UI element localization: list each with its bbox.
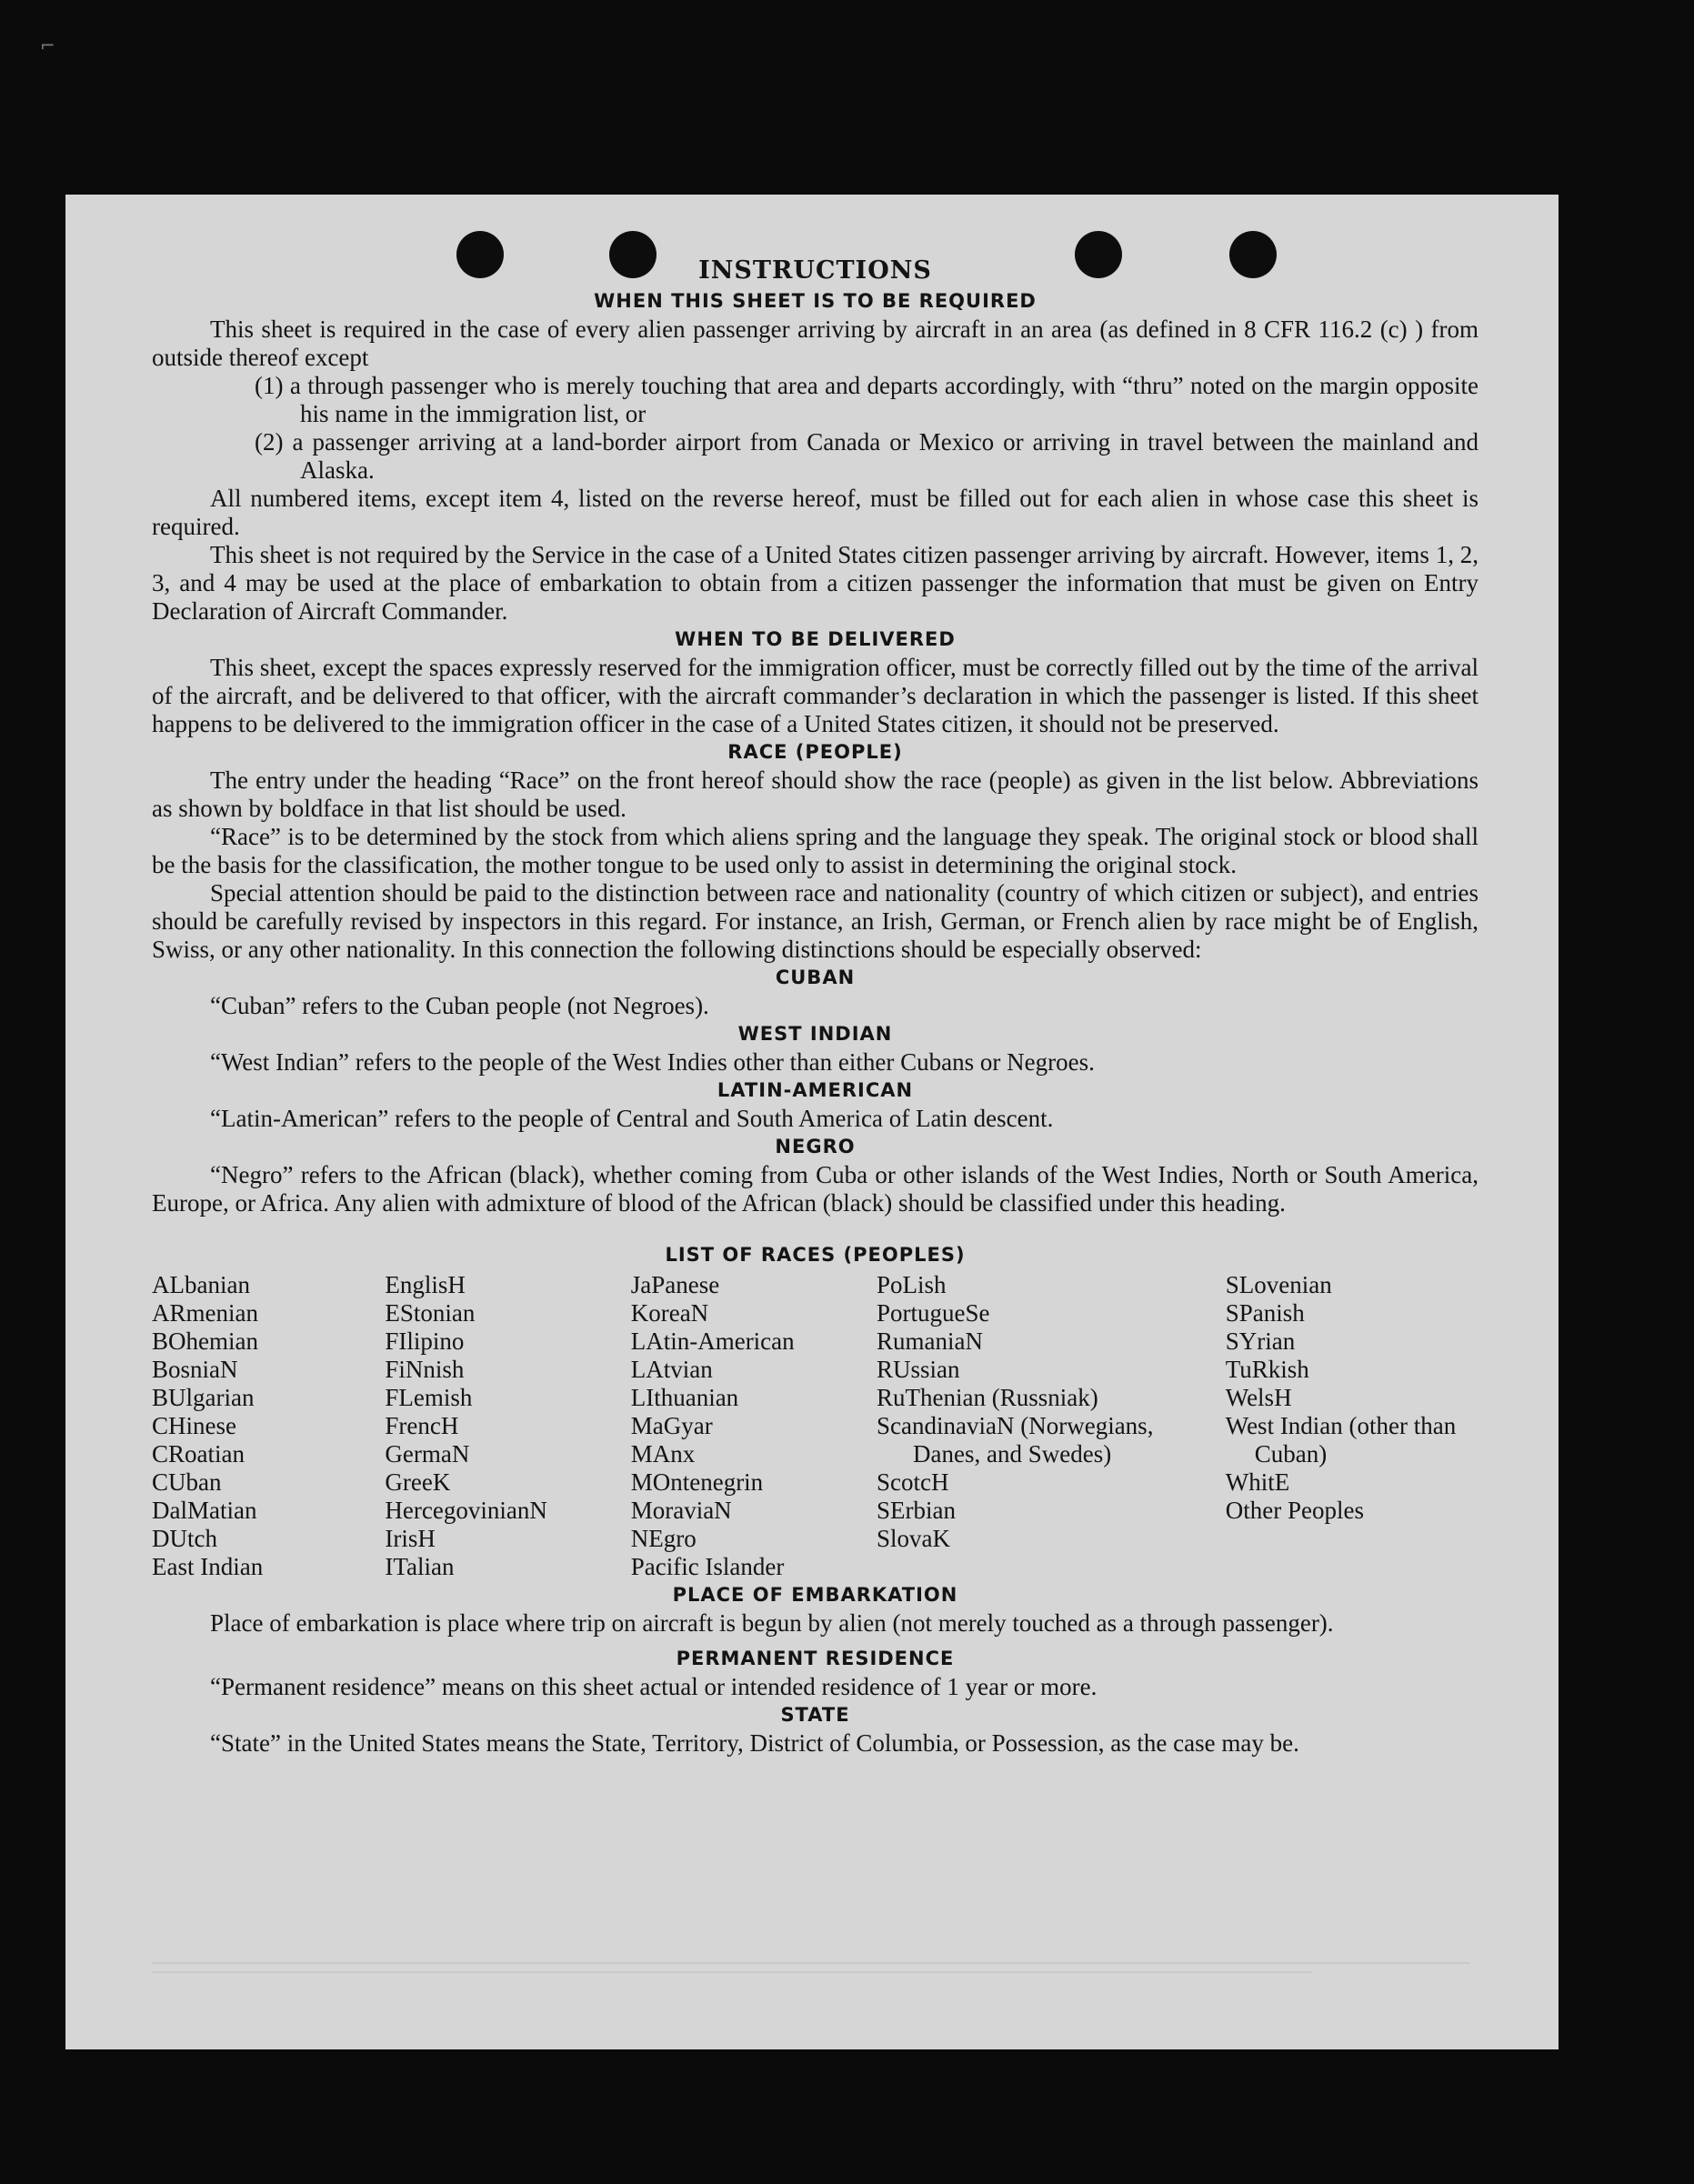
race-item: WelsH (1225, 1384, 1292, 1411)
race-item: SPanish (1225, 1299, 1305, 1327)
race-item: CUban (152, 1468, 222, 1496)
paragraph: This sheet, except the spaces expressly reserved for the immigration officer, must be correctly filled out by the time of the arrival of the aircraft, and be delivered to that officer, with the aircraft commander’s declaration in which the passenger is listed. If this sheet happens to be delivered to the immigration officer in the case of a United States citizen, it should not be preserved. (152, 654, 1478, 737)
races-list (152, 1271, 1478, 1581)
race-item: Other Peoples (1225, 1497, 1364, 1524)
race-item: JaPanese (630, 1271, 720, 1298)
race-item: ScandinaviaN (Norwegians, Danes, and Swedes) (877, 1412, 1154, 1468)
section-heading: PERMANENT RESIDENCE (676, 1648, 955, 1669)
section-heading: WHEN TO BE DELIVERED (675, 628, 956, 650)
races-column (152, 1271, 385, 1581)
race-item: SErbian (877, 1497, 957, 1524)
race-item: TuRkish (1225, 1356, 1309, 1383)
races-column (385, 1271, 630, 1581)
race-item: ALbanian (152, 1271, 250, 1298)
races-column (631, 1271, 877, 1581)
paragraph: “State” in the United States means the State, Territory, District of Columbia, or Possession, as the case may be. (210, 1729, 1299, 1757)
race-item: LAtin-American (630, 1327, 795, 1355)
race-item: MAnx (630, 1440, 696, 1468)
faded-footer (152, 1962, 1470, 1989)
race-item: MOntenegrin (630, 1468, 764, 1496)
race-item: HercegovinianN (385, 1497, 547, 1524)
race-item: BosniaN (152, 1356, 238, 1383)
race-item: PoLish (877, 1271, 947, 1298)
paragraph: This sheet is required in the case of every alien passenger arriving by aircraft in an area (as defined in 8 CFR 116.2 (c) ) from outside thereof except (152, 316, 1478, 371)
race-item: FLemish (385, 1384, 473, 1411)
race-item: DalMatian (152, 1497, 257, 1524)
race-item: ScotcH (877, 1468, 949, 1496)
race-item: EStonian (385, 1299, 476, 1327)
race-item: MoraviaN (630, 1497, 732, 1524)
punch-hole-icon (456, 231, 504, 278)
race-item: SYrian (1225, 1327, 1296, 1355)
race-item: East Indian (152, 1553, 264, 1580)
race-item: FrencH (385, 1412, 459, 1439)
paragraph: “Cuban” refers to the Cuban people (not Negroes). (210, 992, 709, 1019)
punch-hole-icon (609, 231, 657, 278)
race-item: PortugueSe (877, 1299, 990, 1327)
race-item: SlovaK (877, 1525, 951, 1552)
corner-mark: ⌐ (40, 35, 55, 56)
race-item: ARmenian (152, 1299, 258, 1327)
paragraph: Place of embarkation is place where trip on aircraft is begun by alien (not merely touched as a through passenger). (210, 1609, 1334, 1637)
race-item: CHinese (152, 1412, 236, 1439)
race-item: RuThenian (Russniak) (877, 1384, 1098, 1411)
paragraph: All numbered items, except item 4, listed on the reverse hereof, must be filled out for each alien in whose case this sheet is required. (152, 485, 1478, 540)
race-item: NEgro (630, 1525, 697, 1552)
race-item: CRoatian (152, 1440, 245, 1468)
race-item: RumaniaN (877, 1327, 984, 1355)
race-item: BUlgarian (152, 1384, 255, 1411)
paragraph: This sheet is not required by the Service in the case of a United States citizen passenger arriving by aircraft. However, items 1, 2, 3, and 4 may be used at the place of embarkation to obtain from a citizen passenger the information that must be given on Entry Declaration of Aircraft Commander. (152, 541, 1478, 625)
race-item: FiNnish (385, 1356, 465, 1383)
section-heading: STATE (780, 1704, 850, 1726)
section-heading: LATIN-AMERICAN (717, 1079, 914, 1101)
list-item: (2) a passenger arriving at a land-border airport from Canada or Mexico or arriving in travel between the mainland and Alaska. (255, 428, 1478, 484)
race-item: BOhemian (152, 1327, 258, 1355)
paragraph: “Negro” refers to the African (black), whether coming from Cuba or other islands of the West Indies, North or South America, Europe, or Africa. Any alien with admixture of blood of the African (black) should be classified under this heading. (152, 1161, 1478, 1217)
section-heading: LIST OF RACES (PEOPLES) (665, 1244, 966, 1266)
section-heading: RACE (PEOPLE) (727, 741, 903, 763)
race-item: GermaN (385, 1440, 470, 1468)
race-item: West Indian (other than Cuban) (1225, 1412, 1457, 1468)
section-heading: WEST INDIAN (737, 1023, 893, 1045)
race-item: LIthuanian (630, 1384, 739, 1411)
section-heading: PLACE OF EMBARKATION (672, 1584, 958, 1606)
paragraph: “Permanent residence” means on this sheet actual or intended residence of 1 year or more. (210, 1673, 1098, 1700)
race-item: IrisH (385, 1525, 436, 1552)
section-heading: WHEN THIS SHEET IS TO BE REQUIRED (594, 290, 1037, 312)
race-item: KoreaN (630, 1299, 709, 1327)
race-item: DUtch (152, 1525, 217, 1552)
race-item: SLovenian (1225, 1271, 1332, 1298)
race-item: WhitE (1225, 1468, 1290, 1496)
race-item: MaGyar (630, 1412, 713, 1439)
races-column (1226, 1271, 1478, 1581)
page-title: INSTRUCTIONS (698, 256, 932, 285)
race-item: LAtvian (630, 1356, 713, 1383)
section-heading: CUBAN (775, 967, 856, 988)
race-item: FIlipino (385, 1327, 465, 1355)
punch-hole-icon (1229, 231, 1277, 278)
section-heading: NEGRO (775, 1136, 856, 1157)
instruction-sheet (65, 195, 1559, 2049)
paragraph: “Race” is to be determined by the stock from which aliens spring and the language they speak. The original stock or blood shall be the basis for the classification, the mother tongue to be used only to assist in determining the original stock. (152, 823, 1478, 878)
race-item: EnglisH (385, 1271, 466, 1298)
race-item: RUssian (877, 1356, 960, 1383)
races-column (877, 1271, 1226, 1581)
paragraph: “Latin-American” refers to the people of Central and South America of Latin descent. (210, 1105, 1054, 1132)
punch-hole-icon (1075, 231, 1122, 278)
race-item: ITalian (385, 1553, 455, 1580)
race-item: GreeK (385, 1468, 451, 1496)
paragraph: “West Indian” refers to the people of the West Indies other than either Cubans or Negroes. (210, 1048, 1095, 1076)
paragraph: The entry under the heading “Race” on the front hereof should show the race (people) as given in the list below. Abbreviations as shown by boldface in that list should be used. (152, 766, 1478, 822)
list-item: (1) a through passenger who is merely touching that area and departs accordingly, with “thru” noted on the margin opposite his name in the immigration list, or (255, 372, 1478, 427)
paragraph: Special attention should be paid to the distinction between race and nationality (country of which citizen or subject), and entries should be carefully revised by inspectors in this regard. For instance, an Irish, German, or French alien by race might be of English, Swiss, or any other nationality. In this connection the following distinctions should be especially observed: (152, 879, 1478, 963)
race-item: Pacific Islander (630, 1553, 785, 1580)
